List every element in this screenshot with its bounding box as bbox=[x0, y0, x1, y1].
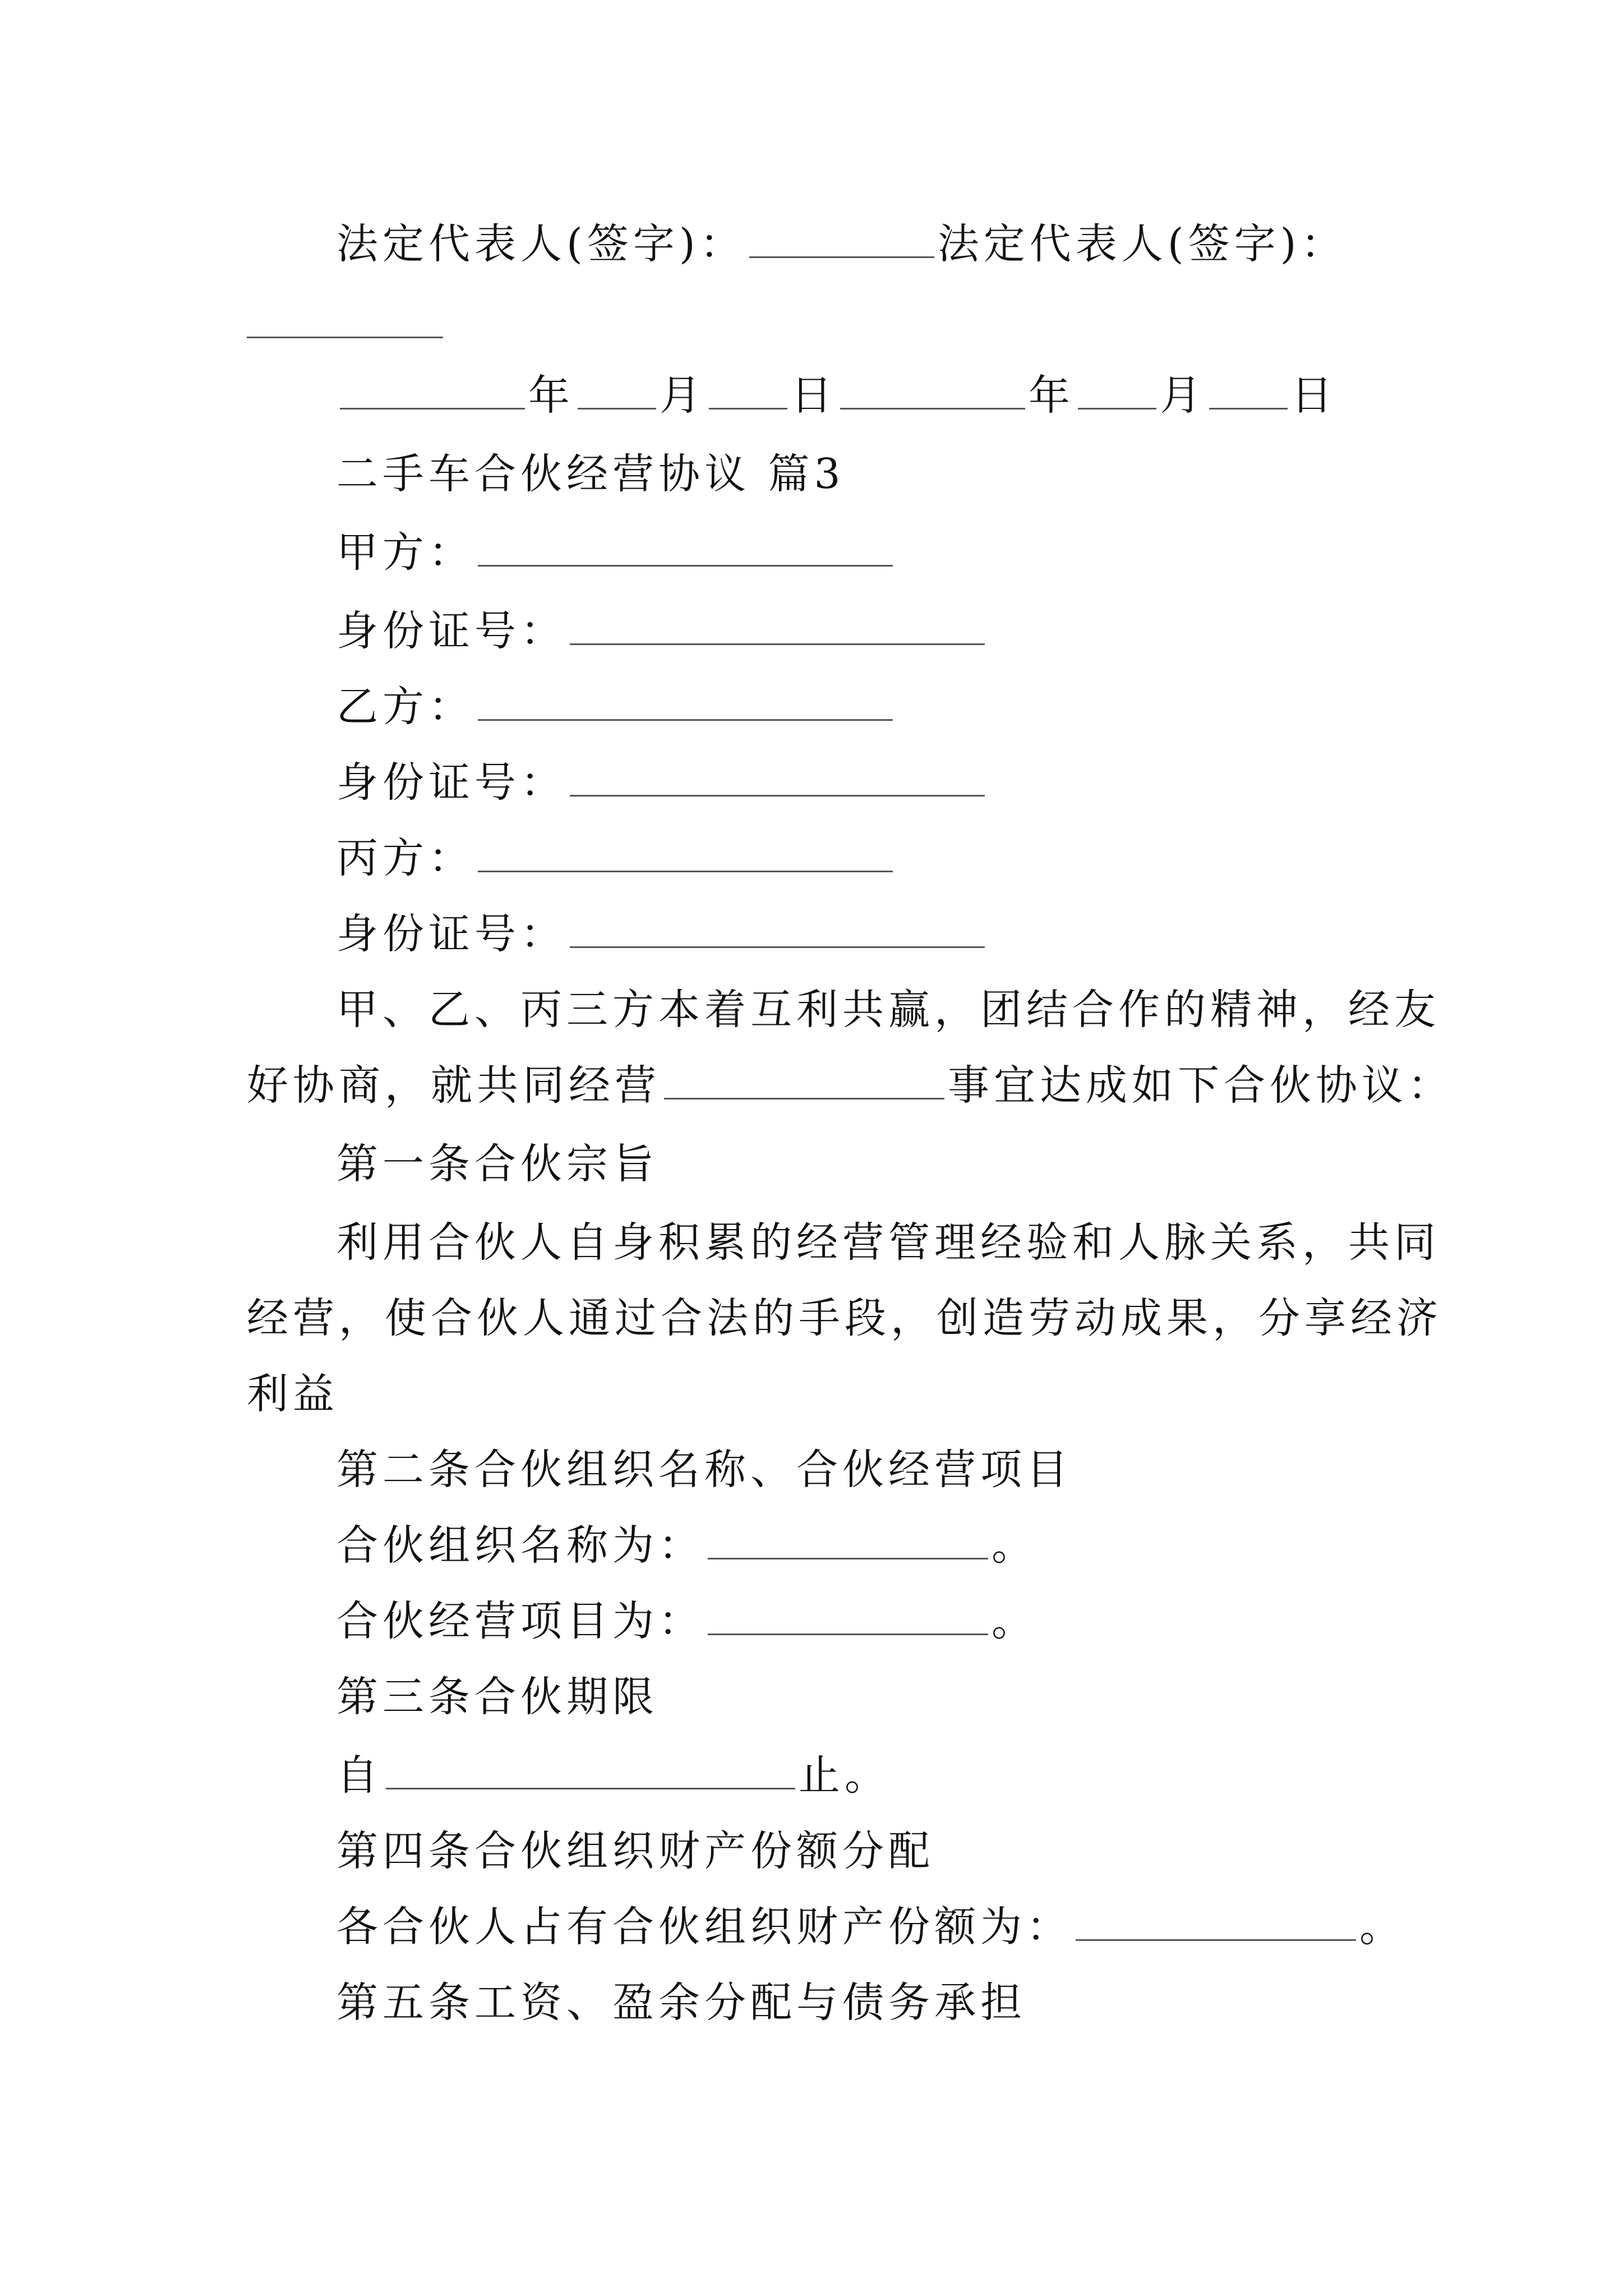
signature-left-blank bbox=[749, 223, 934, 258]
article-1-line-3: 利益 bbox=[247, 1370, 339, 1418]
preamble-line-1: 甲、乙、丙三方本着互利共赢，团结合作的精神，经友 bbox=[336, 986, 1440, 1034]
article-4-share-line bbox=[336, 1896, 1405, 1958]
article-1-line-1: 利用合伙人自身积累的经营管理经验和人脉关系，共同 bbox=[336, 1218, 1440, 1267]
article-5-title: 第五条工资、盈余分配与债务承担 bbox=[336, 1978, 1026, 2027]
share-blank bbox=[1076, 1906, 1356, 1941]
period: 。 bbox=[992, 1597, 1038, 1645]
article-3-title: 第三条合伙期限 bbox=[336, 1673, 658, 1721]
party-a-id-label: 身份证号： bbox=[336, 607, 566, 655]
party-c-id-line bbox=[336, 903, 988, 965]
party-b-id-label: 身份证号： bbox=[336, 758, 566, 807]
period-from-label: 自 bbox=[336, 1751, 382, 1800]
party-c-blank bbox=[478, 837, 893, 872]
period-blank bbox=[386, 1754, 795, 1789]
year-label: 年 bbox=[1029, 371, 1075, 420]
share-label: 各合伙人占有合伙组织财产份额为： bbox=[336, 1903, 1072, 1951]
party-a-id-blank bbox=[570, 610, 985, 645]
party-c-id-blank bbox=[570, 913, 985, 948]
day-label: 日 bbox=[1291, 371, 1337, 420]
signature-right-blank bbox=[247, 337, 443, 338]
signature-right-label: 法定代表人(签字)： bbox=[937, 220, 1347, 268]
article-2-project-line bbox=[336, 1590, 1038, 1652]
preamble-line-2-post: 事宜达成如下合伙协议： bbox=[948, 1061, 1454, 1110]
article-3-period-line bbox=[336, 1745, 891, 1806]
party-a-blank bbox=[478, 531, 893, 567]
signature-line bbox=[336, 213, 1347, 275]
date-year-blank-1 bbox=[340, 374, 525, 409]
article-1-line-2: 经营，使合伙人通过合法的手段，创造劳动成果，分享经济 bbox=[247, 1294, 1442, 1342]
party-c-label: 丙方： bbox=[336, 834, 474, 882]
period-to-label: 止。 bbox=[799, 1751, 891, 1800]
signature-left-label: 法定代表人(签字)： bbox=[336, 220, 746, 268]
business-blank bbox=[664, 1064, 944, 1099]
article-4-title: 第四条合伙组织财产份额分配 bbox=[336, 1827, 934, 1875]
preamble-line-2 bbox=[247, 1055, 1454, 1116]
month-label: 月 bbox=[1160, 371, 1206, 420]
section-title: 二手车合伙经营协议 篇3 bbox=[336, 450, 845, 498]
date-month-blank-2 bbox=[1078, 374, 1156, 409]
date-year-blank-2 bbox=[840, 374, 1025, 409]
party-b-id-line bbox=[336, 752, 988, 813]
day-label: 日 bbox=[791, 371, 837, 420]
party-c-id-label: 身份证号： bbox=[336, 910, 566, 958]
org-name-label: 合伙组织名称为： bbox=[336, 1521, 704, 1570]
org-name-blank bbox=[708, 1524, 988, 1559]
period: 。 bbox=[1359, 1903, 1405, 1951]
date-line bbox=[336, 365, 1337, 426]
party-c-line bbox=[336, 827, 896, 889]
month-label: 月 bbox=[660, 371, 706, 420]
party-a-id-line bbox=[336, 600, 988, 662]
project-label: 合伙经营项目为： bbox=[336, 1597, 704, 1645]
party-b-label: 乙方： bbox=[336, 683, 474, 731]
date-month-blank-1 bbox=[578, 374, 656, 409]
article-2-title: 第二条合伙组织名称、合伙经营项目 bbox=[336, 1446, 1072, 1494]
year-label: 年 bbox=[528, 371, 574, 420]
party-a-line bbox=[336, 522, 896, 583]
party-b-id-blank bbox=[570, 761, 985, 797]
article-1-title: 第一条合伙宗旨 bbox=[336, 1140, 658, 1188]
article-2-name-line bbox=[336, 1515, 1038, 1576]
date-day-blank-2 bbox=[1209, 374, 1288, 409]
period: 。 bbox=[992, 1521, 1038, 1570]
project-blank bbox=[708, 1600, 988, 1635]
date-day-blank-1 bbox=[709, 374, 787, 409]
party-a-label: 甲方： bbox=[336, 528, 474, 577]
party-b-line bbox=[336, 676, 896, 738]
party-b-blank bbox=[478, 685, 893, 721]
preamble-line-2-pre: 好协商，就共同经营 bbox=[247, 1061, 661, 1110]
